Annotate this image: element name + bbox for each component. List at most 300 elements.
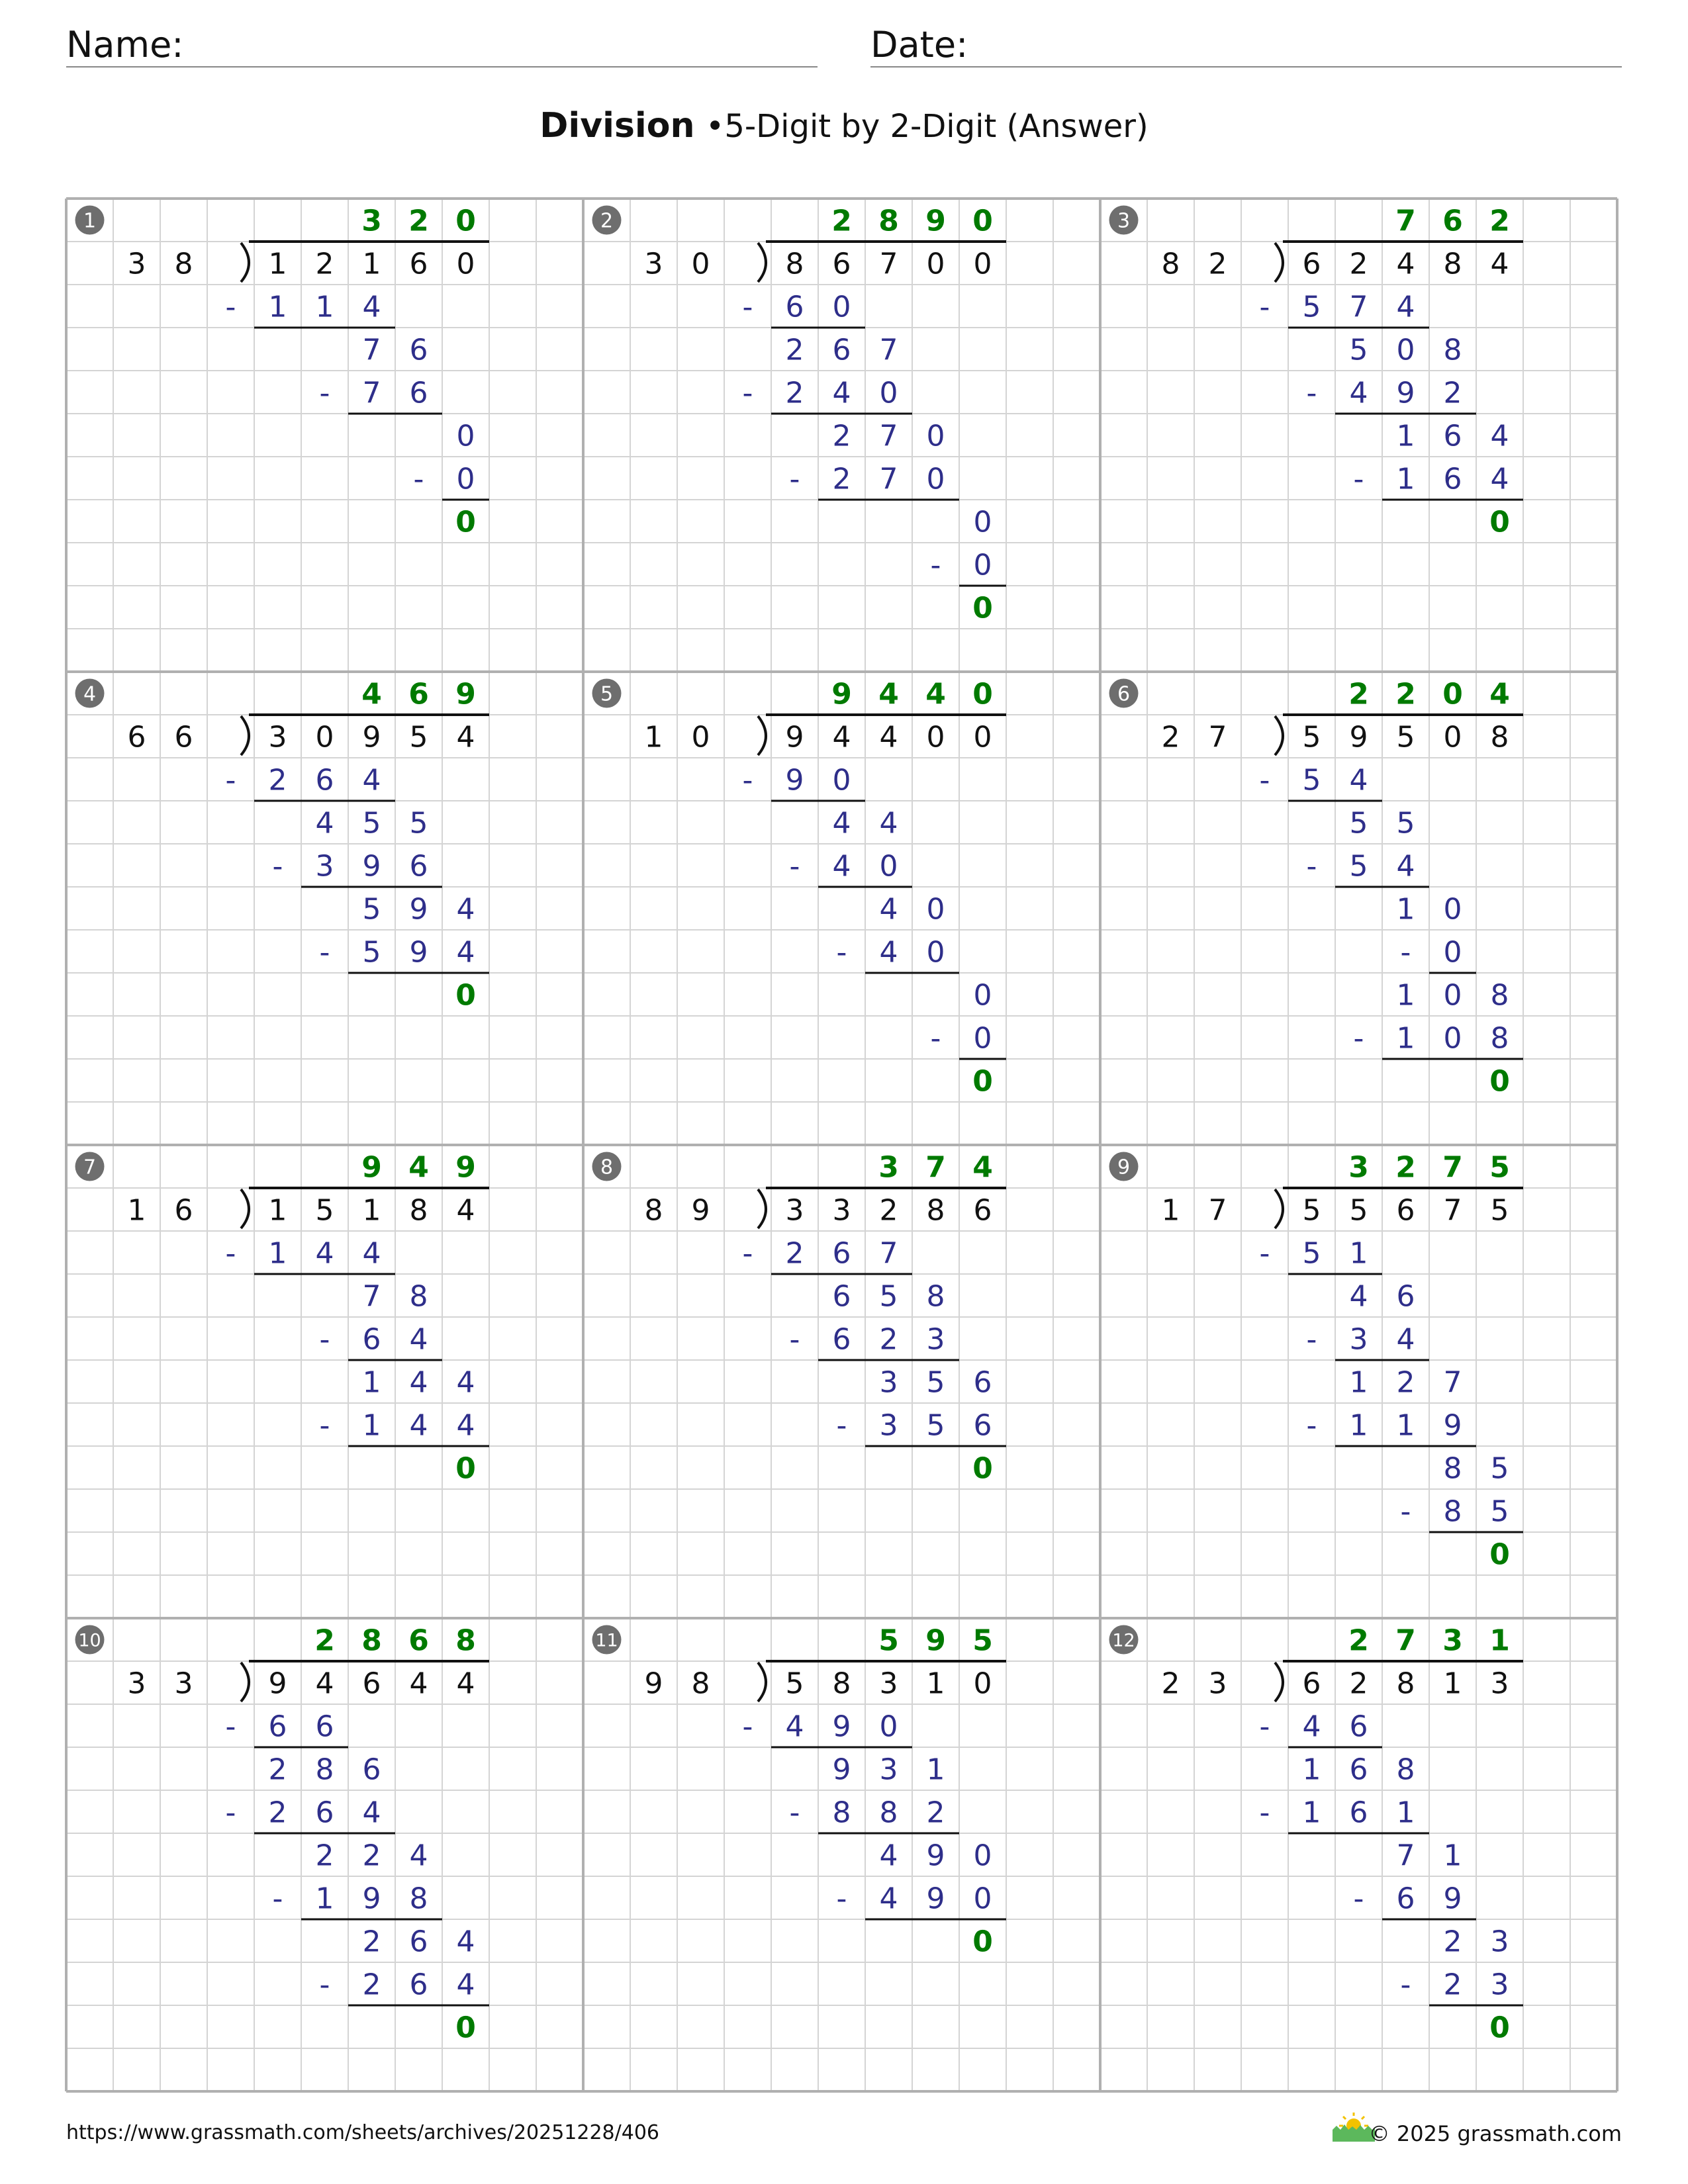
partial-remainder-digit: 8: [409, 1279, 428, 1314]
dividend-digit: 1: [268, 1193, 287, 1228]
subtrahend-digit: 2: [268, 763, 287, 797]
subtrahend-digit: 1: [1349, 1236, 1368, 1271]
subtrahend-digit: 8: [879, 1796, 898, 1830]
dividend-digit: 4: [832, 720, 851, 754]
divisor-digit: 2: [1208, 247, 1227, 281]
minus-sign: -: [272, 1882, 283, 1916]
divisor-digit: 2: [1161, 1666, 1180, 1701]
partial-remainder-digit: 8: [1396, 1752, 1415, 1787]
partial-remainder-digit: 4: [409, 1365, 428, 1400]
subtrahend-digit: 5: [1490, 1494, 1509, 1529]
partial-remainder-digit: 6: [1349, 1752, 1368, 1787]
minus-sign: -: [1353, 462, 1364, 496]
subtrahend-digit: 6: [832, 1322, 851, 1357]
subtrahend-digit: 1: [1396, 462, 1415, 496]
division-bracket: [1275, 1189, 1283, 1228]
partial-remainder-digit: 4: [879, 806, 898, 841]
minus-sign: -: [319, 1968, 330, 2002]
subtrahend-digit: 4: [1490, 462, 1509, 496]
quotient-digit: 2: [314, 1623, 335, 1658]
partial-remainder-digit: 0: [973, 505, 992, 539]
partial-remainder-digit: 4: [456, 1365, 475, 1400]
dividend-digit: 8: [1443, 247, 1462, 281]
problem-number: 11: [595, 1630, 618, 1651]
partial-remainder-digit: 6: [973, 1365, 992, 1400]
subtrahend-digit: 6: [409, 376, 428, 410]
subtrahend-digit: 5: [1302, 290, 1321, 324]
minus-sign: -: [742, 1236, 753, 1271]
dividend-digit: 8: [926, 1193, 945, 1228]
dividend-digit: 3: [268, 720, 287, 754]
minus-sign: -: [930, 1021, 941, 1056]
partial-remainder-digit: 4: [879, 892, 898, 927]
dividend-digit: 6: [832, 247, 851, 281]
partial-remainder-digit: 9: [409, 892, 428, 927]
dividend-digit: 8: [832, 1666, 851, 1701]
division-bracket: [758, 716, 766, 755]
subtrahend-digit: 4: [315, 1236, 334, 1271]
quotient-digit: 5: [878, 1623, 899, 1658]
problem-number: 2: [600, 209, 614, 233]
partial-remainder-digit: 2: [1396, 1365, 1415, 1400]
dividend-digit: 7: [879, 247, 898, 281]
quotient-digit: 2: [1395, 1150, 1416, 1185]
name-label: Name:: [66, 24, 184, 66]
partial-remainder-digit: 0: [973, 978, 992, 1013]
subtrahend-digit: 0: [832, 763, 851, 797]
subtrahend-digit: 3: [926, 1322, 945, 1357]
dividend-digit: 5: [1302, 720, 1321, 754]
dividend-digit: 4: [1396, 247, 1415, 281]
quotient-digit: 4: [408, 1150, 429, 1185]
quotient-digit: 2: [1395, 677, 1416, 711]
minus-sign: -: [1306, 1322, 1317, 1357]
subtrahend-digit: 8: [832, 1796, 851, 1830]
minus-sign: -: [1400, 1968, 1411, 2002]
partial-remainder-digit: 7: [879, 419, 898, 453]
partial-remainder-digit: 5: [362, 806, 381, 841]
divisor-digit: 8: [644, 1193, 663, 1228]
subtrahend-digit: 6: [409, 849, 428, 884]
problem-number: 7: [83, 1156, 97, 1179]
partial-remainder-digit: 3: [879, 1365, 898, 1400]
partial-remainder-digit: 1: [1349, 1365, 1368, 1400]
dividend-digit: 5: [1490, 1193, 1509, 1228]
subtrahend-digit: 1: [315, 290, 334, 324]
subtrahend-digit: 4: [409, 1322, 428, 1357]
subtrahend-digit: 4: [879, 935, 898, 970]
subtrahend-digit: 6: [409, 1968, 428, 2002]
quotient-digit: 7: [1395, 1623, 1416, 1658]
dividend-digit: 0: [1443, 720, 1462, 754]
partial-remainder-digit: 2: [362, 1925, 381, 1959]
partial-remainder-digit: 6: [832, 333, 851, 367]
divisor-digit: 0: [691, 720, 710, 754]
minus-sign: -: [1400, 935, 1411, 970]
dividend-digit: 6: [362, 1666, 381, 1701]
subtrahend-digit: 4: [362, 763, 381, 797]
partial-remainder-digit: 4: [1349, 1279, 1368, 1314]
subtrahend-digit: 0: [973, 1021, 992, 1056]
partial-remainder-digit: 4: [1490, 419, 1509, 453]
partial-remainder-digit: 1: [926, 1752, 945, 1787]
quotient-digit: 9: [455, 677, 476, 711]
dividend-digit: 5: [409, 720, 428, 754]
problem-number: 10: [78, 1630, 101, 1651]
subtrahend-digit: 4: [362, 1796, 381, 1830]
subtrahend-digit: 2: [785, 376, 804, 410]
problem-number: 6: [1117, 682, 1131, 706]
partial-remainder-digit: 5: [879, 1279, 898, 1314]
subtrahend-digit: 4: [785, 1709, 804, 1744]
quotient-digit: 7: [1442, 1150, 1463, 1185]
subtrahend-digit: 1: [268, 1236, 287, 1271]
subtrahend-digit: 2: [879, 1322, 898, 1357]
dividend-digit: 3: [1490, 1666, 1509, 1701]
subtrahend-digit: 1: [1396, 1408, 1415, 1443]
quotient-digit: 2: [1489, 204, 1510, 238]
title-main: Division: [539, 106, 695, 146]
division-bracket: [241, 243, 249, 282]
subtrahend-digit: 8: [409, 1882, 428, 1916]
subtrahend-digit: 9: [926, 1882, 945, 1916]
subtrahend-digit: 0: [1443, 935, 1462, 970]
minus-sign: -: [742, 1709, 753, 1744]
subtrahend-digit: 3: [1490, 1968, 1509, 2002]
quotient-digit: 4: [878, 677, 899, 711]
quotient-digit: 5: [972, 1623, 993, 1658]
minus-sign: -: [1353, 1882, 1364, 1916]
minus-sign: -: [1259, 1236, 1270, 1271]
minus-sign: -: [836, 935, 847, 970]
remainder-digit: 0: [972, 1451, 993, 1486]
remainder-digit: 0: [972, 591, 993, 625]
partial-remainder-digit: 1: [1443, 1839, 1462, 1873]
divisor-digit: 3: [127, 1666, 146, 1701]
dividend-digit: 1: [268, 247, 287, 281]
dividend-digit: 4: [409, 1666, 428, 1701]
dividend-digit: 3: [879, 1666, 898, 1701]
minus-sign: -: [225, 763, 236, 797]
subtrahend-digit: 8: [1490, 1021, 1509, 1056]
quotient-digit: 7: [1395, 204, 1416, 238]
minus-sign: -: [225, 1236, 236, 1271]
dividend-digit: 2: [879, 1193, 898, 1228]
subtrahend-digit: 1: [315, 1882, 334, 1916]
subtrahend-digit: 7: [879, 462, 898, 496]
minus-sign: -: [1259, 1709, 1270, 1744]
partial-remainder-digit: 8: [315, 1752, 334, 1787]
subtrahend-digit: 2: [926, 1796, 945, 1830]
partial-remainder-digit: 3: [1490, 1925, 1509, 1959]
quotient-digit: 9: [831, 677, 852, 711]
quotient-digit: 3: [1442, 1623, 1463, 1658]
subtrahend-digit: 6: [362, 1322, 381, 1357]
division-bracket: [241, 716, 249, 755]
partial-remainder-digit: 5: [1396, 806, 1415, 841]
minus-sign: -: [1306, 1408, 1317, 1443]
subtrahend-digit: 5: [1302, 1236, 1321, 1271]
minus-sign: -: [1353, 1021, 1364, 1056]
dividend-digit: 3: [832, 1193, 851, 1228]
footer-copyright: © 2025 grassmath.com: [1368, 2121, 1622, 2146]
subtrahend-digit: 4: [1396, 290, 1415, 324]
subtrahend-digit: 1: [1349, 1408, 1368, 1443]
quotient-digit: 0: [1442, 677, 1463, 711]
subtrahend-digit: 2: [785, 1236, 804, 1271]
quotient-digit: 0: [972, 204, 993, 238]
quotient-digit: 5: [1489, 1150, 1510, 1185]
minus-sign: -: [225, 290, 236, 324]
divisor-digit: 6: [174, 1193, 193, 1228]
divisor-digit: 9: [691, 1193, 710, 1228]
partial-remainder-digit: 5: [1490, 1451, 1509, 1486]
divisor-digit: 8: [174, 247, 193, 281]
quotient-digit: 6: [408, 1623, 429, 1658]
subtrahend-digit: 9: [1443, 1408, 1462, 1443]
subtrahend-digit: 2: [1443, 376, 1462, 410]
partial-remainder-digit: 6: [409, 1925, 428, 1959]
dividend-digit: 9: [362, 720, 381, 754]
quotient-digit: 9: [925, 204, 946, 238]
minus-sign: -: [789, 1322, 800, 1357]
problem-number: 1: [83, 209, 97, 233]
partial-remainder-digit: 6: [1396, 1279, 1415, 1314]
dividend-digit: 0: [973, 247, 992, 281]
partial-remainder-digit: 4: [879, 1839, 898, 1873]
dividend-digit: 6: [1302, 247, 1321, 281]
partial-remainder-digit: 8: [1443, 333, 1462, 367]
subtrahend-digit: 6: [1349, 1796, 1368, 1830]
dividend-digit: 0: [973, 1666, 992, 1701]
quotient-digit: 7: [925, 1150, 946, 1185]
subtrahend-digit: 4: [456, 1968, 475, 2002]
subtrahend-digit: 7: [362, 376, 381, 410]
quotient-digit: 3: [361, 204, 382, 238]
subtrahend-digit: 9: [1443, 1882, 1462, 1916]
quotient-digit: 2: [1348, 677, 1369, 711]
quotient-digit: 0: [972, 677, 993, 711]
dividend-digit: 4: [1490, 247, 1509, 281]
dividend-digit: 2: [1349, 1666, 1368, 1701]
dividend-digit: 1: [362, 1193, 381, 1228]
partial-remainder-digit: 1: [1302, 1752, 1321, 1787]
subtrahend-digit: 3: [879, 1408, 898, 1443]
quotient-digit: 8: [878, 204, 899, 238]
minus-sign: -: [789, 462, 800, 496]
dividend-digit: 5: [785, 1666, 804, 1701]
dividend-digit: 5: [315, 1193, 334, 1228]
dividend-digit: 8: [1396, 1666, 1415, 1701]
dividend-digit: 5: [1349, 1193, 1368, 1228]
dividend-digit: 2: [1349, 247, 1368, 281]
subtrahend-digit: 4: [879, 1882, 898, 1916]
subtrahend-digit: 6: [832, 1236, 851, 1271]
subtrahend-digit: 7: [1349, 290, 1368, 324]
quotient-digit: 6: [408, 677, 429, 711]
divisor-digit: 8: [691, 1666, 710, 1701]
subtrahend-digit: 1: [362, 1408, 381, 1443]
dividend-digit: 1: [362, 247, 381, 281]
divisor-digit: 1: [127, 1193, 146, 1228]
dividend-digit: 0: [315, 720, 334, 754]
footer-url: https://www.grassmath.com/sheets/archives/20251228/406: [66, 2121, 660, 2144]
partial-remainder-digit: 2: [362, 1839, 381, 1873]
remainder-digit: 0: [1489, 2011, 1510, 2045]
subtrahend-digit: 0: [879, 849, 898, 884]
partial-remainder-digit: 6: [832, 1279, 851, 1314]
problem-number: 8: [600, 1156, 614, 1179]
minus-sign: -: [789, 1796, 800, 1830]
subtrahend-digit: 9: [1396, 376, 1415, 410]
partial-remainder-digit: 5: [409, 806, 428, 841]
subtrahend-digit: 4: [362, 290, 381, 324]
subtrahend-digit: 9: [362, 849, 381, 884]
minus-sign: -: [742, 763, 753, 797]
subtrahend-digit: 8: [1443, 1494, 1462, 1529]
dividend-digit: 6: [1302, 1666, 1321, 1701]
quotient-digit: 9: [925, 1623, 946, 1658]
division-bracket: [758, 243, 766, 282]
remainder-digit: 0: [455, 505, 476, 539]
dividend-digit: 6: [1396, 1193, 1415, 1228]
problem-number: 3: [1117, 209, 1131, 233]
subtrahend-digit: 0: [926, 935, 945, 970]
partial-remainder-digit: 4: [832, 806, 851, 841]
subtrahend-digit: 4: [832, 376, 851, 410]
subtrahend-digit: 4: [456, 1408, 475, 1443]
partial-remainder-digit: 6: [362, 1752, 381, 1787]
dividend-digit: 6: [409, 247, 428, 281]
subtrahend-digit: 9: [362, 1882, 381, 1916]
problem-number: 9: [1117, 1156, 1131, 1179]
dividend-digit: 5: [1302, 1193, 1321, 1228]
dividend-digit: 1: [1443, 1666, 1462, 1701]
subtrahend-digit: 2: [268, 1796, 287, 1830]
minus-sign: -: [319, 1408, 330, 1443]
partial-remainder-digit: 3: [879, 1752, 898, 1787]
partial-remainder-digit: 9: [832, 1752, 851, 1787]
minus-sign: -: [1400, 1494, 1411, 1529]
dividend-digit: 3: [785, 1193, 804, 1228]
subtrahend-digit: 6: [315, 1796, 334, 1830]
partial-remainder-digit: 9: [926, 1839, 945, 1873]
partial-remainder-digit: 7: [879, 333, 898, 367]
minus-sign: -: [319, 1322, 330, 1357]
subtrahend-digit: 6: [1443, 462, 1462, 496]
dividend-digit: 0: [926, 720, 945, 754]
subtrahend-digit: 0: [832, 290, 851, 324]
subtrahend-digit: 2: [362, 1968, 381, 2002]
title-subtitle: 5-Digit by 2-Digit (Answer): [724, 108, 1149, 145]
subtrahend-digit: 4: [409, 1408, 428, 1443]
quotient-digit: 4: [1489, 677, 1510, 711]
divisor-digit: 6: [127, 720, 146, 754]
division-bracket: [758, 1189, 766, 1228]
divisor-digit: 3: [644, 247, 663, 281]
dividend-digit: 8: [785, 247, 804, 281]
partial-remainder-digit: 7: [1396, 1839, 1415, 1873]
dividend-digit: 8: [409, 1193, 428, 1228]
quotient-digit: 9: [455, 1150, 476, 1185]
dividend-digit: 4: [456, 1666, 475, 1701]
minus-sign: -: [789, 849, 800, 884]
minus-sign: -: [930, 548, 941, 582]
partial-remainder-digit: 2: [1443, 1925, 1462, 1959]
subtrahend-digit: 5: [926, 1408, 945, 1443]
partial-remainder-digit: 6: [1443, 419, 1462, 453]
remainder-digit: 0: [972, 1064, 993, 1099]
partial-remainder-digit: 0: [926, 892, 945, 927]
quotient-digit: 4: [925, 677, 946, 711]
partial-remainder-digit: 4: [456, 1925, 475, 1959]
dividend-digit: 9: [1349, 720, 1368, 754]
minus-sign: -: [225, 1709, 236, 1744]
subtrahend-digit: 0: [879, 376, 898, 410]
partial-remainder-digit: 5: [1349, 333, 1368, 367]
subtrahend-digit: 6: [785, 290, 804, 324]
subtrahend-digit: 3: [315, 849, 334, 884]
partial-remainder-digit: 0: [1443, 892, 1462, 927]
dividend-digit: 0: [973, 720, 992, 754]
remainder-digit: 0: [1489, 505, 1510, 539]
dividend-digit: 4: [879, 720, 898, 754]
partial-remainder-digit: 6: [409, 333, 428, 367]
partial-remainder-digit: 2: [268, 1752, 287, 1787]
partial-remainder-digit: 4: [315, 806, 334, 841]
subtrahend-digit: 4: [1349, 376, 1368, 410]
minus-sign: -: [272, 849, 283, 884]
remainder-digit: 0: [1489, 1537, 1510, 1572]
dividend-digit: 0: [456, 247, 475, 281]
quotient-digit: 3: [878, 1150, 899, 1185]
minus-sign: -: [836, 1408, 847, 1443]
divisor-digit: 6: [174, 720, 193, 754]
quotient-digit: 4: [361, 677, 382, 711]
partial-remainder-digit: 1: [1396, 978, 1415, 1013]
subtrahend-digit: 4: [1396, 1322, 1415, 1357]
dividend-digit: 4: [315, 1666, 334, 1701]
dividend-digit: 4: [456, 1193, 475, 1228]
subtrahend-digit: 9: [409, 935, 428, 970]
partial-remainder-digit: 7: [1443, 1365, 1462, 1400]
subtrahend-digit: 0: [973, 548, 992, 582]
partial-remainder-digit: 0: [456, 419, 475, 453]
dividend-digit: 8: [1490, 720, 1509, 754]
subtrahend-digit: 6: [315, 763, 334, 797]
subtrahend-digit: 4: [456, 935, 475, 970]
partial-remainder-digit: 0: [1443, 978, 1462, 1013]
subtrahend-digit: 1: [1396, 1796, 1415, 1830]
subtrahend-digit: 5: [1349, 849, 1368, 884]
subtrahend-digit: 2: [832, 462, 851, 496]
minus-sign: -: [836, 1882, 847, 1916]
quotient-digit: 0: [455, 204, 476, 238]
remainder-digit: 0: [455, 2011, 476, 2045]
subtrahend-digit: 9: [832, 1709, 851, 1744]
divisor-digit: 3: [127, 247, 146, 281]
subtrahend-digit: 4: [1302, 1709, 1321, 1744]
subtrahend-digit: 6: [1349, 1709, 1368, 1744]
subtrahend-digit: 3: [1349, 1322, 1368, 1357]
partial-remainder-digit: 1: [362, 1365, 381, 1400]
divisor-digit: 7: [1208, 1193, 1227, 1228]
title-bullet: •: [706, 108, 725, 145]
remainder-digit: 0: [1489, 1064, 1510, 1099]
partial-remainder-digit: 1: [1396, 419, 1415, 453]
minus-sign: -: [319, 935, 330, 970]
quotient-digit: 1: [1489, 1623, 1510, 1658]
